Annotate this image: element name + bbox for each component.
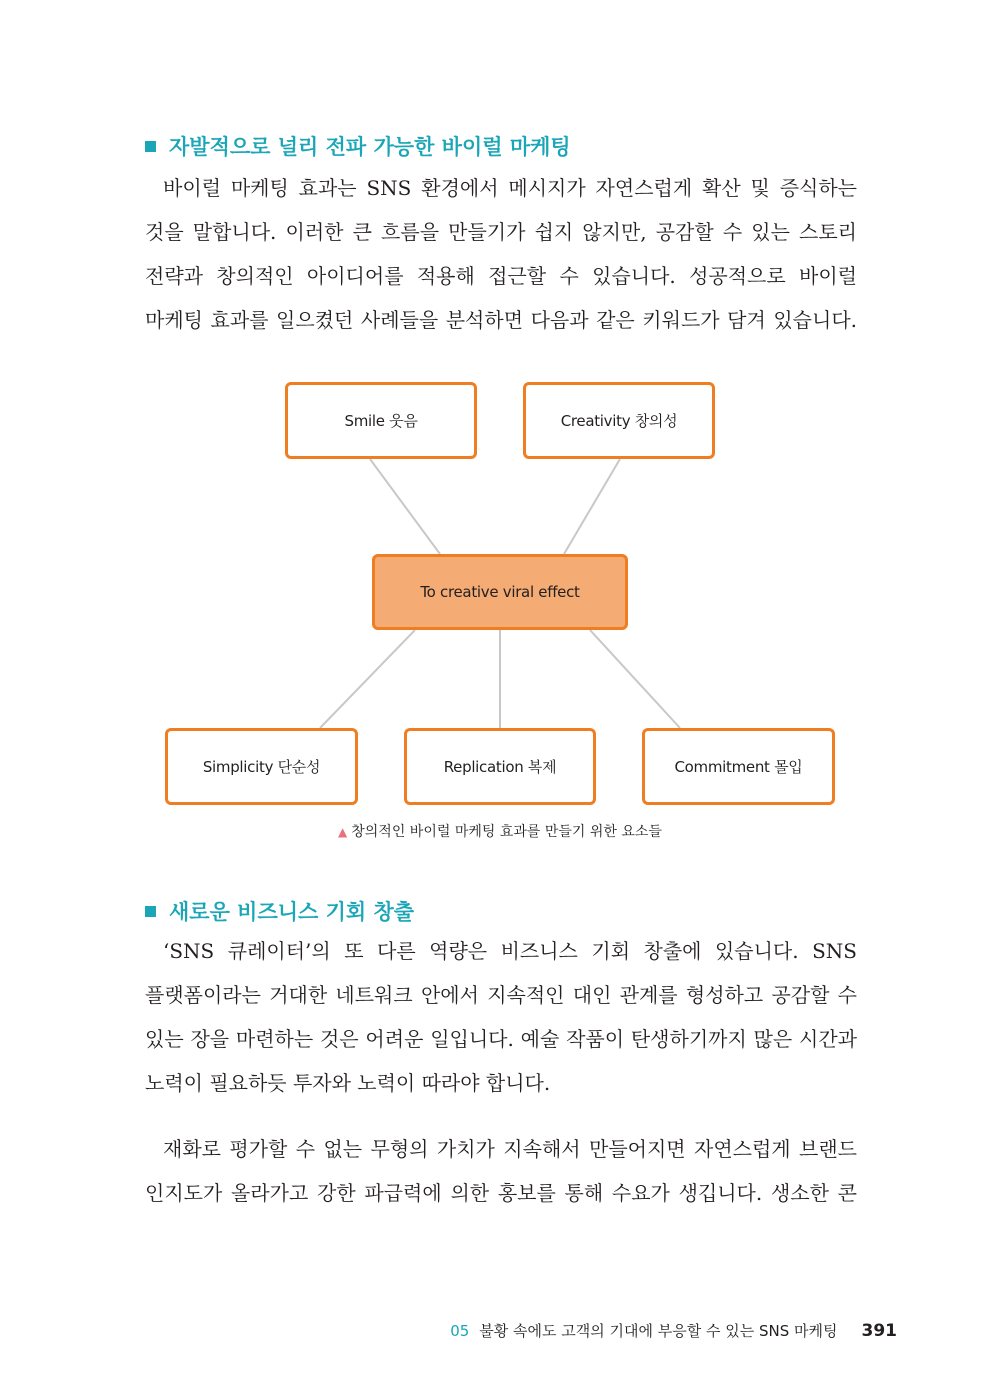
page-footer	[450, 1320, 897, 1341]
connector-commitment	[590, 630, 680, 728]
connector-creativity	[564, 459, 620, 554]
figure-caption-text: 창의적인 바이럴 마케팅 효과를 만들기 위한 요소들	[351, 824, 662, 840]
connector-smile	[370, 459, 440, 554]
node-center	[372, 554, 628, 630]
node-label: Commitment 몰입	[674, 758, 803, 776]
page-number: 391	[861, 1321, 897, 1341]
node-label: Simplicity 단순성	[202, 758, 321, 776]
viral-effect-diagram	[160, 375, 840, 815]
node-label: Creativity 창의성	[560, 412, 678, 430]
body-paragraph: ‘SNS 큐레이터’의 또 다른 역량은 비즈니스 기회 창출에 있습니다. SNS 플랫폼이라는 거대한 네트워크 안에서 지속적인 대인 관계를 형성하고 공감할 수 있는 장을 마련하는 것은 어려운 일입니다. 예술 작품이 탄생하기까지 많은 시간과 노력이 필요하듯 투자와 노력이 따라야 합니다.	[145, 939, 857, 1095]
square-bullet-icon	[145, 906, 156, 917]
section-heading-viral-marketing	[145, 131, 571, 161]
node-simplicity	[165, 728, 358, 805]
square-bullet-icon	[145, 141, 156, 152]
figure-caption	[0, 821, 1000, 841]
node-commitment	[642, 728, 835, 805]
body-paragraph: 재화로 평가할 수 없는 무형의 가치가 지속해서 만들어지면 자연스럽게 브랜드 인지도가 올라가고 강한 파급력에 의한 홍보를 통해 수요가 생깁니다. 생소한 콘	[145, 1137, 857, 1205]
body-paragraph: 바이럴 마케팅 효과는 SNS 환경에서 메시지가 자연스럽게 확산 및 증식하는 것을 말합니다. 이러한 큰 흐름을 만들기가 쉽지 않지만, 공감할 수 있는 스토리 전략과 창의적인 아이디어를 적용해 접근할 수 있습니다. 성공적으로 바이럴 마케팅 효과를 일으켰던 사례들을 분석하면 다음과 같은 키워드가 담겨 있습니다.	[145, 176, 857, 332]
section-heading-text: 자발적으로 널리 전파 가능한 바이럴 마케팅	[169, 135, 571, 159]
node-label: To creative viral effect	[420, 583, 580, 601]
node-smile	[285, 382, 477, 459]
chapter-number: 05	[450, 1322, 470, 1340]
triangle-marker-icon: ▲	[338, 825, 348, 839]
node-replication	[404, 728, 596, 805]
node-label: Replication 복제	[443, 758, 557, 776]
connector-simplicity	[320, 630, 415, 728]
section-heading-business-opportunity	[145, 896, 414, 926]
node-label: Smile 웃음	[344, 412, 418, 430]
section-heading-text: 새로운 비즈니스 기회 창출	[169, 900, 415, 924]
node-creativity	[523, 382, 715, 459]
chapter-title: 불황 속에도 고객의 기대에 부응할 수 있는 SNS 마케팅	[479, 1322, 838, 1340]
